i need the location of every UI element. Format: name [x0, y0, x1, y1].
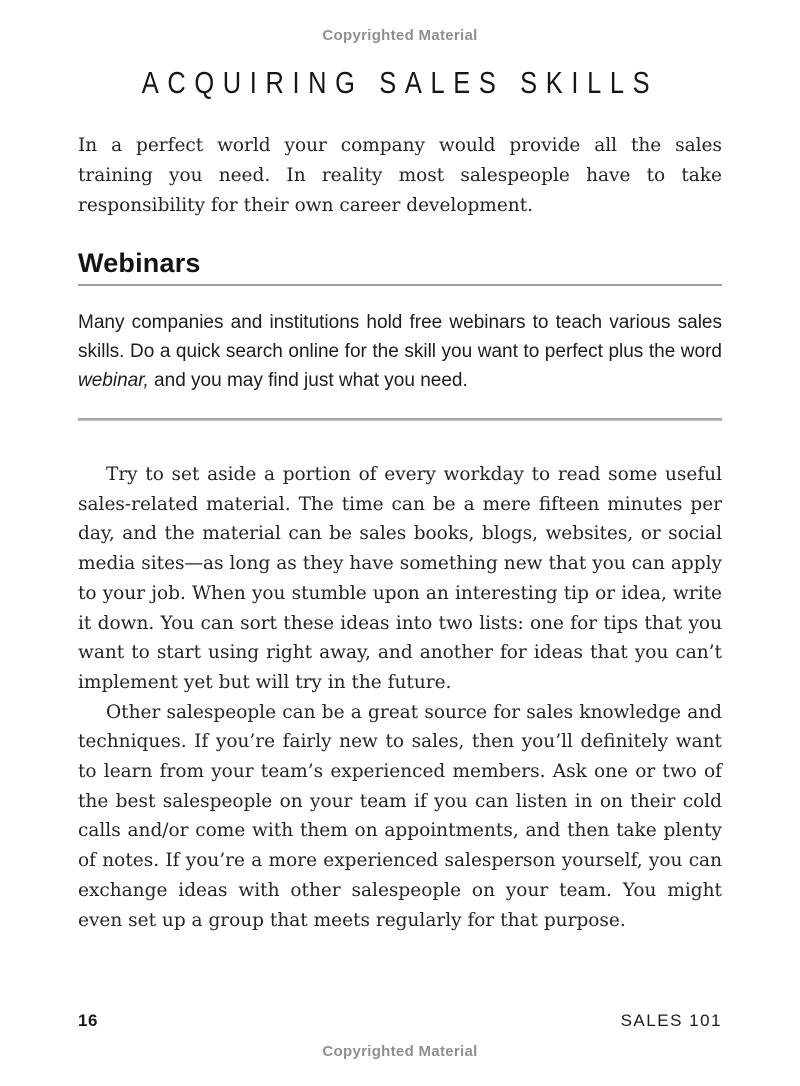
- body-paragraph-1: Try to set aside a portion of every workday to read some useful sales-related material. The time can be a mere fifteen minutes per day, and the material can be sales books, blogs, websites, or social media sites—as long as they have something new that you can apply to your job. When you stumble upon an interesting tip or idea, write it down. You can sort these ideas into two lists: one for tips that you want to start using right away, and another for ideas that you can’t implement yet but will try in the future.: [78, 464, 722, 693]
- copyright-notice-bottom: Copyrighted Material: [322, 1043, 478, 1060]
- page-number: 16: [78, 1011, 98, 1030]
- running-book-title: SALES 101: [620, 1011, 722, 1030]
- webinars-text-tail: and you may find just what you need.: [148, 370, 468, 391]
- page-footer: [78, 1011, 722, 1031]
- webinars-text-lead: Many companies and institutions hold free webinars to teach various sales skills. Do a quick search online for the skill you want to perfect plus the word: [78, 312, 722, 362]
- copyright-notice-top: Copyrighted Material: [322, 27, 478, 44]
- chapter-title: ACQUIRING SALES SKILLS: [141, 65, 659, 100]
- section-divider-rule: [78, 418, 722, 421]
- webinars-paragraph: [78, 308, 722, 395]
- body-paragraph-2: Other salespeople can be a great source for sales knowledge and techniques. If you’re fairly new to sales, then you’ll definitely want to learn from your team’s experienced members. Ask one or two of the best salespeople on your team if you can listen in on their cold calls and/or come with them on appointments, and then take plenty of notes. If you’re a more experienced salesperson yourself, you can exchange ideas with other salespeople on your team. You might even set up a group that meets regularly for that purpose.: [78, 701, 722, 931]
- section-heading-webinars: Webinars: [78, 248, 722, 286]
- intro-paragraph: In a perfect world your company would provide all the sales training you need. In reality most salespeople have to take responsibility for their own career development.: [78, 135, 722, 216]
- webinars-italic-word: webinar,: [78, 370, 149, 391]
